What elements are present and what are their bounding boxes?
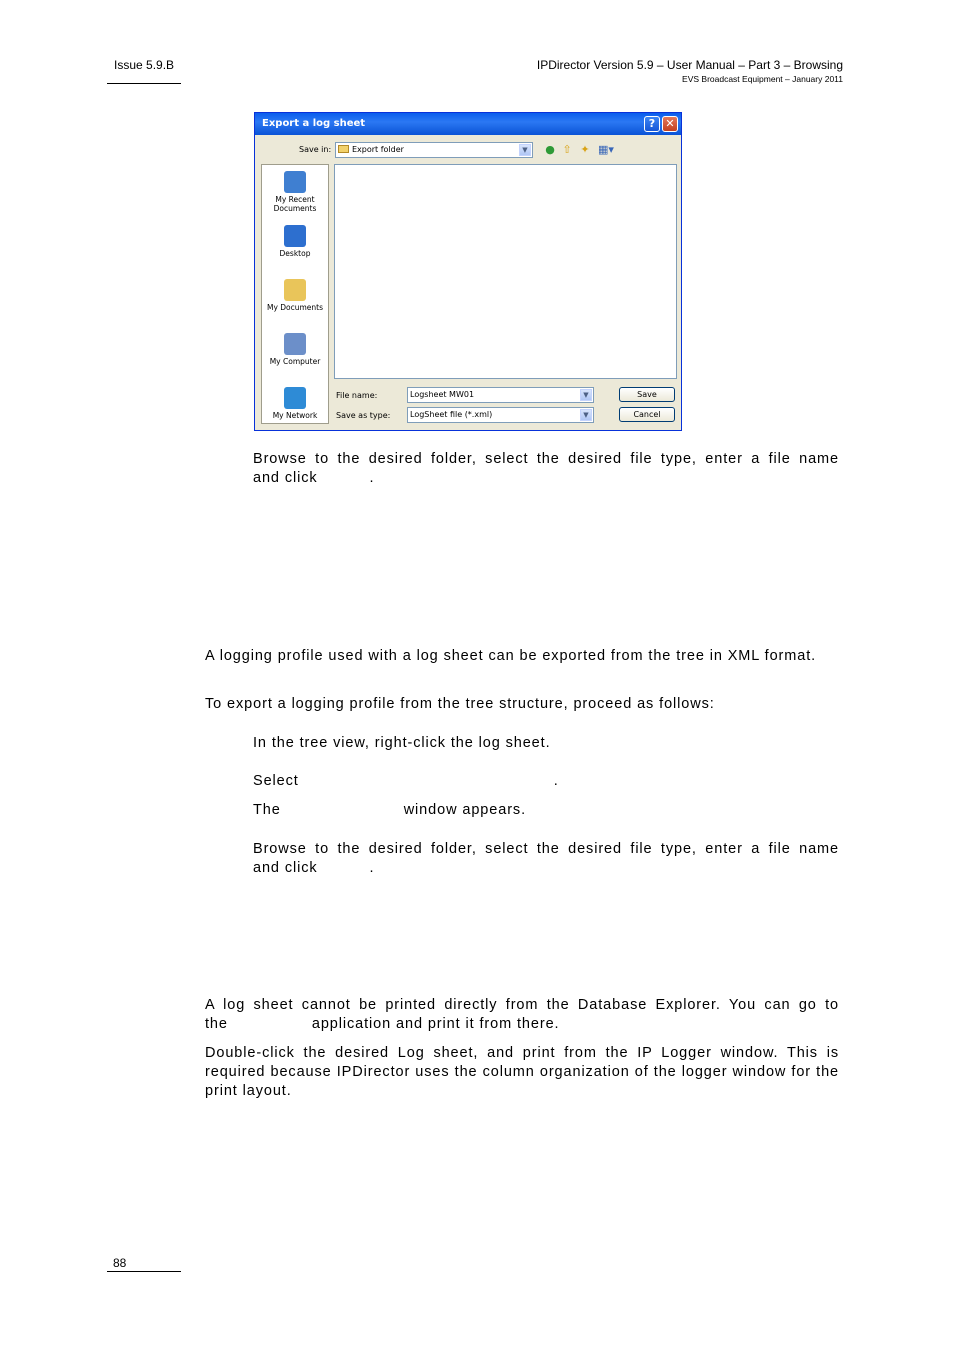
step-text: window appears. [403, 802, 527, 818]
place-label: Desktop [279, 249, 311, 258]
period: . [369, 860, 375, 876]
dialog-titlebar [255, 113, 681, 135]
place-my-network[interactable] [262, 387, 328, 420]
desktop-icon [284, 225, 306, 247]
up-folder-icon[interactable]: ⇧ [562, 143, 572, 156]
period: . [553, 773, 559, 789]
file-name-input[interactable] [407, 387, 594, 403]
back-icon[interactable]: ● [545, 143, 555, 156]
file-name-value: Logsheet MW01 [410, 390, 475, 399]
place-label: My Documents [266, 303, 324, 312]
folder-icon [338, 145, 349, 153]
save-as-type-value: LogSheet file (*.xml) [410, 410, 493, 419]
my-computer-icon [284, 333, 306, 355]
footer-rule [107, 1271, 181, 1272]
intro-paragraph-1: A logging profile used with a log sheet can be exported from the tree in XML format. [205, 648, 817, 664]
place-my-documents[interactable] [262, 279, 328, 312]
cancel-button[interactable]: Cancel [619, 407, 675, 422]
step-text: Select [253, 773, 299, 789]
save-as-type-select[interactable] [407, 407, 594, 423]
print-text: the [205, 1016, 228, 1032]
chevron-down-icon[interactable]: ▼ [580, 409, 592, 421]
step-text: and click [253, 470, 318, 486]
print-paragraph-1-line-1: A log sheet cannot be printed directly from the Database Explorer. You can go to [205, 997, 839, 1013]
recent-documents-icon [284, 171, 306, 193]
intro-paragraph-2: To export a logging profile from the tree structure, proceed as follows: [205, 696, 715, 712]
chevron-down-icon[interactable]: ▼ [580, 389, 592, 401]
step-3 [253, 801, 839, 820]
print-paragraph-1 [205, 996, 839, 1034]
my-network-icon [284, 387, 306, 409]
my-documents-icon [284, 279, 306, 301]
header-rule [107, 83, 181, 84]
place-desktop[interactable] [262, 225, 328, 258]
file-name-label: File name: [336, 391, 378, 400]
print-text: application and print it from there. [311, 1016, 560, 1032]
save-in-select[interactable] [335, 142, 533, 158]
file-list[interactable] [334, 164, 677, 379]
step-text: and click [253, 860, 318, 876]
step-browse-1-line-2 [253, 469, 839, 488]
step-1: In the tree view, right-click the log sheet. [253, 735, 551, 751]
places-bar [261, 164, 329, 424]
document-subtitle: EVS Broadcast Equipment – January 2011 [682, 74, 843, 84]
save-button[interactable]: Save [619, 387, 675, 402]
close-button[interactable]: ✕ [662, 116, 678, 132]
step-browse-2-line-1: Browse to the desired folder, select the desired file type, enter a file name [253, 841, 839, 857]
step-browse-1 [253, 450, 839, 488]
place-label: My Network [272, 411, 318, 420]
step-browse-2-line-2 [253, 859, 839, 878]
step-text: The [253, 802, 281, 818]
help-button[interactable]: ? [644, 116, 660, 132]
period: . [369, 470, 375, 486]
page-number: 88 [113, 1256, 127, 1270]
dialog-title: Export a log sheet [262, 118, 366, 129]
view-menu-icon[interactable]: ▦▾ [598, 143, 614, 156]
place-recent-documents[interactable] [262, 171, 328, 213]
save-as-type-label: Save as type: [336, 411, 391, 420]
step-browse-2 [253, 840, 839, 878]
document-title: IPDirector Version 5.9 – User Manual – Part 3 – Browsing [536, 58, 843, 72]
place-label: My Computer [269, 357, 321, 366]
chevron-down-icon[interactable]: ▼ [519, 144, 531, 156]
step-browse-1-line-1: Browse to the desired folder, select the desired file type, enter a file name [253, 451, 839, 467]
new-folder-icon[interactable]: ✦ [580, 143, 590, 156]
print-paragraph-2: Double-click the desired Log sheet, and print from the IP Logger window. This is required because IPDirector uses the column organization of the logger window for the print layout. [205, 1045, 839, 1099]
place-my-computer[interactable] [262, 333, 328, 366]
save-in-value: Export folder [352, 145, 404, 154]
print-paragraph-1-line-2 [205, 1015, 839, 1034]
export-log-sheet-dialog [254, 112, 682, 431]
issue-label: Issue 5.9.B [114, 58, 175, 72]
step-2 [253, 772, 839, 791]
save-in-label: Save in: [299, 145, 332, 154]
place-label: My Recent Documents [273, 195, 317, 213]
